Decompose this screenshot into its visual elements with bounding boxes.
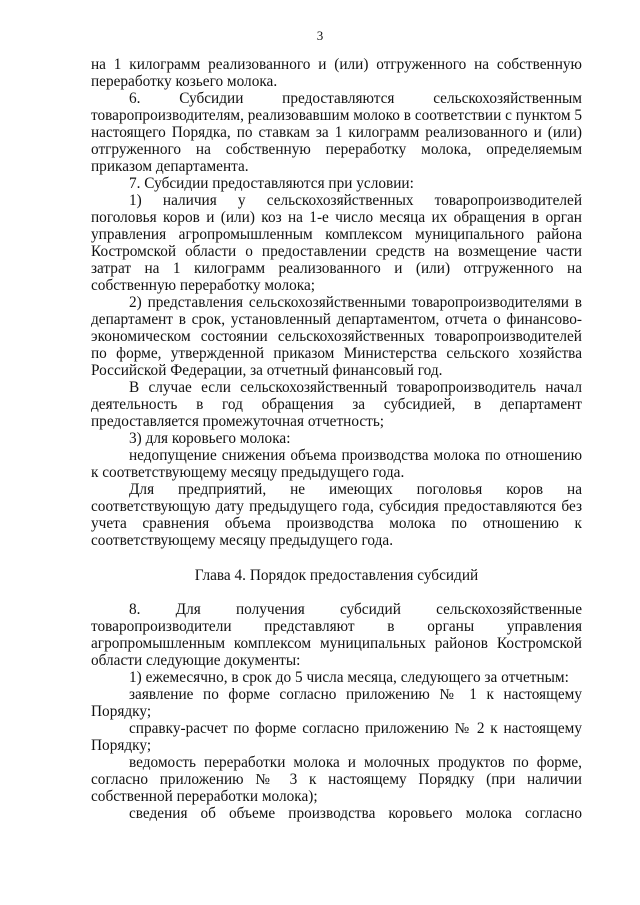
paragraph-monthly-docs: 1) ежемесячно, в срок до 5 числа месяца, следующего за отчетным: [129, 669, 569, 686]
paragraph-processing-statement: ведомость переработки молока и молочных продуктов по форме, согласно приложению № 3 к настоящему Порядку (при наличии собственной переработки молока); [91, 754, 582, 805]
paragraph-item-6: 6. Субсидии предоставляются сельскохозяйственным товаропроизводителям, реализовавшим молоко в соответствии с пунктом 5 настоящего Порядка, по ставкам за 1 килограмм реализованного и (или) отгруженного на собственную переработку молока, определяемым приказом департамента. [91, 90, 582, 175]
paragraph-no-decrease: недопущение снижения объема производства молока по отношению к соответствующему месяцу предыдущего года. [91, 447, 582, 481]
paragraph-new-producer-case: В случае если сельскохозяйственный товаропроизводитель начал деятельность в год обращения за субсидией, в департамент предоставляется промежуточная отчетность; [91, 379, 582, 430]
paragraph-condition-3: 3) для коровьего молока: [129, 430, 291, 447]
paragraph-production-info: сведения об объеме производства коровьего молока согласно [129, 805, 582, 822]
chapter-heading: Глава 4. Порядок предоставления субсидий [194, 567, 479, 584]
paragraph-item-8: 8. Для получения субсидий сельскохозяйственные товаропроизводители представляют в органы управления агропромышленным комплексом муниципальных районов Костромской области следующие документы: [91, 601, 582, 669]
paragraph-item-7: 7. Субсидии предоставляются при условии: [129, 175, 414, 192]
paragraph-goat-milk-continuation: на 1 килограмм реализованного и (или) отгруженного на собственную переработку козьего молока. [91, 56, 582, 90]
page-number: 3 [316, 28, 324, 43]
paragraph-no-cows-case: Для предприятий, не имеющих поголовья коров на соответствующую дату предыдущего года, субсидия предоставляются без учета сравнения объема производства молока по отношению к соответствующему месяцу предыдущего года. [91, 481, 582, 549]
paragraph-condition-2: 2) представления сельскохозяйственными товаропроизводителями в департамент в срок, установленный департаментом, отчета о финансово-экономическом состоянии сельскохозяйственных товаропроизводителей по форме, утвержденной приказом Министерства сельского хозяйства Российской Федерации, за отчетный финансовый год. [91, 294, 582, 379]
paragraph-condition-1: 1) наличия у сельскохозяйственных товаропроизводителей поголовья коров и (или) коз на 1-е число месяца их обращения в орган управления агропромышленным комплексом муниципального района Костромской области о предоставлении средств на возмещение части затрат на 1 килограмм реализованного и (или) отгруженного на собственную переработку молока; [91, 192, 582, 294]
document-body [91, 56, 582, 822]
paragraph-application-form: заявление по форме согласно приложению № 1 к настоящему Порядку; [91, 686, 582, 720]
paragraph-calculation-form: справку-расчет по форме согласно приложению № 2 к настоящему Порядку; [91, 720, 582, 754]
